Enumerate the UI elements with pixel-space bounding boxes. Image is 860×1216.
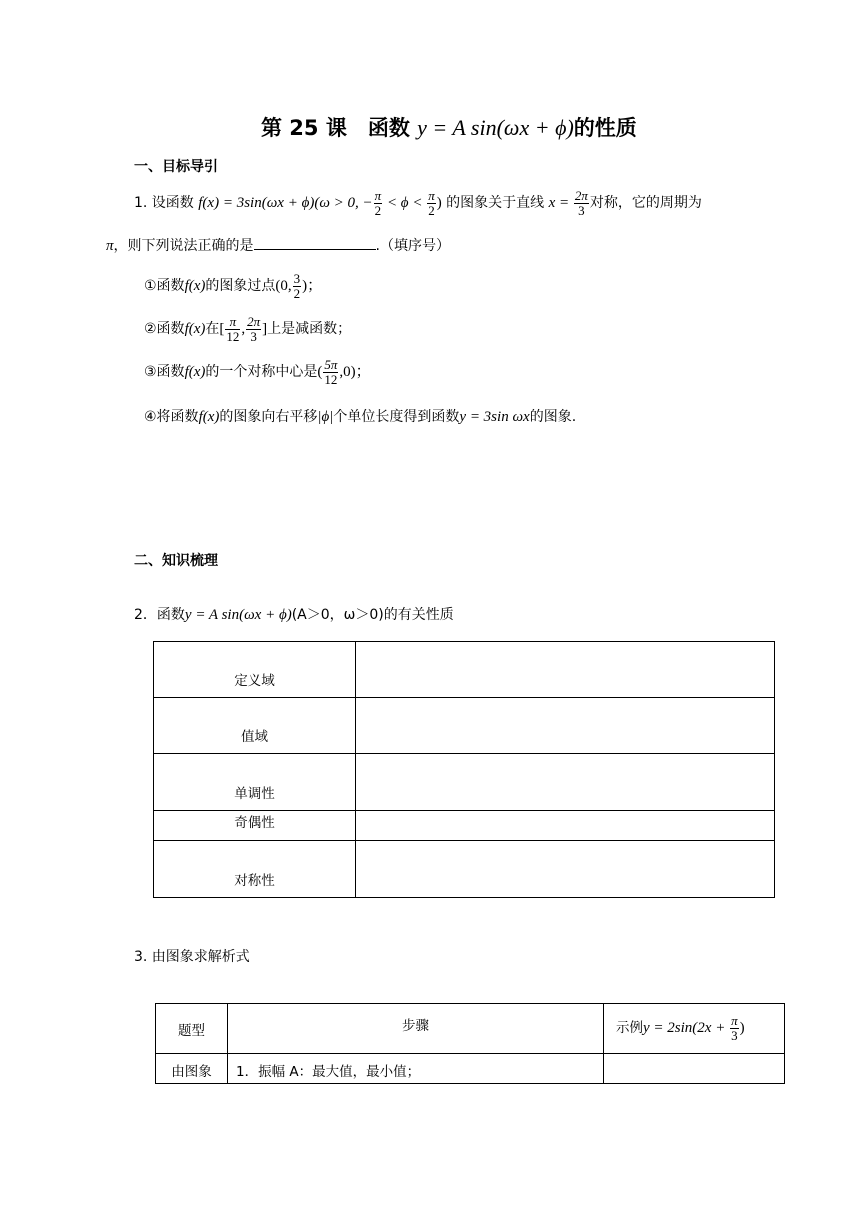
row-value-parity[interactable]	[356, 811, 775, 841]
row-value-domain[interactable]	[356, 642, 775, 698]
row-value-monotonicity[interactable]	[356, 754, 775, 811]
table-row	[156, 1054, 785, 1084]
row-label-range: 值域	[154, 698, 356, 754]
section-heading-knowledge: 二、知识梳理	[134, 553, 218, 569]
header-steps: 步骤	[228, 1004, 604, 1054]
problem-1-condition: < ϕ <	[383, 195, 427, 211]
problem-1-lead: 1. 设函数	[134, 195, 194, 211]
page-title	[261, 112, 637, 142]
fraction-2pi-over-3-b: $\frac{2\pi}{3}$	[247, 313, 261, 344]
cell-type: 由图象	[156, 1054, 228, 1084]
cell-example[interactable]	[604, 1054, 785, 1084]
header-example: 示例y = 2sin(2x + $\frac{\pi}{3}$ )	[604, 1004, 785, 1054]
row-value-symmetry[interactable]	[356, 841, 775, 898]
row-label-domain: 定义域	[154, 642, 356, 698]
title-formula: y = A sin(ωx + ϕ)	[417, 115, 574, 140]
graph-analysis-table	[155, 1003, 785, 1084]
row-label-monotonicity: 单调性	[154, 754, 356, 811]
fraction-2pi-over-3: $\frac{2\pi}{3}$	[574, 187, 588, 218]
section-heading-goals: 一、目标导引	[134, 159, 218, 175]
answer-blank[interactable]	[254, 235, 376, 250]
item-2-heading: 2．函数y = A sin(ωx + ϕ)(A＞0，ω＞0)的有关性质	[134, 607, 454, 623]
properties-table	[153, 641, 775, 898]
fraction-5pi-over-12: $\frac{5\pi}{12}$	[324, 356, 338, 387]
problem-1-function: f(x) = 3sin(ωx + ϕ)(ω > 0, −	[198, 195, 373, 211]
fraction-3-over-2: $\frac{3}{2}$	[293, 270, 301, 301]
problem-1-line-eq: x =	[548, 195, 573, 211]
title-suffix: 的性质	[573, 116, 637, 140]
option-3: ③函数f(x)的一个对称中心是( $\frac{5\pi}{12}$ ,0)；	[144, 356, 371, 387]
problem-1-period-text: 对称，它的周期为	[589, 195, 702, 211]
header-type: 题型	[156, 1004, 228, 1054]
title-prefix: 第 25 课 函数	[261, 116, 418, 140]
fraction-pi-over-12: $\frac{\pi}{12}$	[226, 313, 240, 344]
problem-1-line-1: 1. 设函数 f(x) = 3sin(ωx + ϕ)(ω > 0, − $\frac{\pi}{2}$ < ϕ < $\frac{\pi}{2}$ ) 的图象关于直线 x = $\frac{2\pi}{3}$ 对称，它的周期为	[134, 187, 702, 218]
row-label-symmetry: 对称性	[154, 841, 356, 898]
row-label-parity: 奇偶性	[154, 811, 356, 841]
option-2: ②函数f(x)在[ $\frac{\pi}{12}$ , $\frac{2\pi}{3}$ ]上是减函数；	[144, 313, 352, 344]
table-row	[156, 1004, 785, 1054]
option-1: ①函数f(x)的图象过点(0, $\frac{3}{2}$ )；	[144, 270, 323, 301]
option-4: ④将函数f(x)的图象向右平移|ϕ|个单位长度得到函数y = 3sin ωx的图象.	[144, 409, 577, 425]
problem-1-line-2: π，则下列说法正确的是 .（填序号）	[106, 235, 450, 255]
table-row	[154, 698, 775, 754]
table-row	[154, 811, 775, 841]
problem-1-text: 的图象关于直线	[446, 195, 545, 211]
fraction-pi-over-2: $\frac{\pi}{2}$	[374, 187, 382, 218]
cell-steps: 1．振幅 A：最大值，最小值；	[228, 1054, 604, 1084]
fraction-pi-over-2-b: $\frac{\pi}{2}$	[428, 187, 435, 218]
row-value-range[interactable]	[356, 698, 775, 754]
item-3-heading: 3. 由图象求解析式	[134, 949, 250, 965]
table-row	[154, 754, 775, 811]
table-row	[154, 642, 775, 698]
table-row	[154, 841, 775, 898]
fraction-pi-over-3: $\frac{\pi}{3}$	[731, 1013, 738, 1043]
